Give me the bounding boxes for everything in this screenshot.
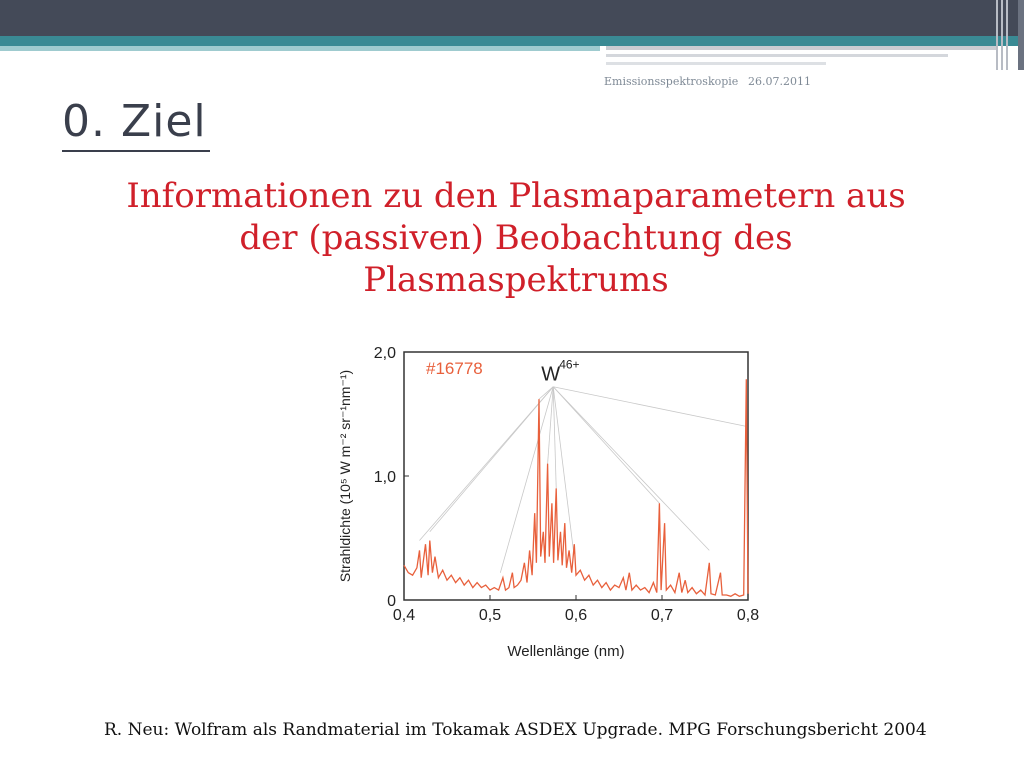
header-vertical-lines — [996, 0, 1016, 70]
y-axis-label: Strahldichte (10⁵ W m⁻² sr⁻¹nm⁻¹) — [337, 369, 353, 583]
source-reference: R. Neu: Wolfram als Randmaterial im Tokamak ASDEX Upgrade. MPG Forschungsbericht 2004 — [104, 720, 927, 740]
shot-number-label: #16778 — [426, 359, 483, 378]
ion-label: W — [541, 363, 561, 386]
header-date: 26.07.2011 — [748, 75, 811, 88]
header-gray-line — [606, 54, 948, 57]
x-tick-label: 0,7 — [650, 607, 674, 624]
ion-charge-label: 46+ — [559, 357, 580, 372]
plot-frame — [404, 352, 748, 600]
title-underline — [62, 150, 210, 152]
y-tick-label: 1,0 — [373, 469, 396, 486]
headline-line: der (passiven) Beobachtung des — [239, 218, 793, 258]
header-bar — [0, 0, 1024, 36]
headline-line: Plasmaspektrums — [363, 260, 669, 300]
x-axis-label: Wellenlänge (nm) — [507, 643, 625, 660]
header-gray-line — [606, 62, 826, 65]
header-topic: Emissionsspektroskopie — [604, 75, 739, 88]
header-gray-line — [606, 46, 996, 50]
x-tick-label: 0,4 — [392, 607, 416, 624]
headline-line: Informationen zu den Plasmaparametern aus — [126, 176, 906, 216]
spectrum-chart — [300, 330, 770, 670]
spectrum-chart-svg — [300, 330, 770, 670]
x-tick-label: 0,5 — [478, 607, 502, 624]
x-tick-label: 0,8 — [736, 607, 760, 624]
slide-title: 0. Ziel — [62, 96, 207, 147]
header-right-edge — [1018, 0, 1024, 70]
x-tick-label: 0,6 — [564, 607, 588, 624]
headline — [66, 175, 966, 301]
y-tick-label: 2,0 — [373, 345, 396, 362]
y-tick-label: 0 — [387, 593, 396, 610]
header-light-stripe — [0, 46, 600, 51]
header-accent-stripe — [0, 36, 1024, 46]
